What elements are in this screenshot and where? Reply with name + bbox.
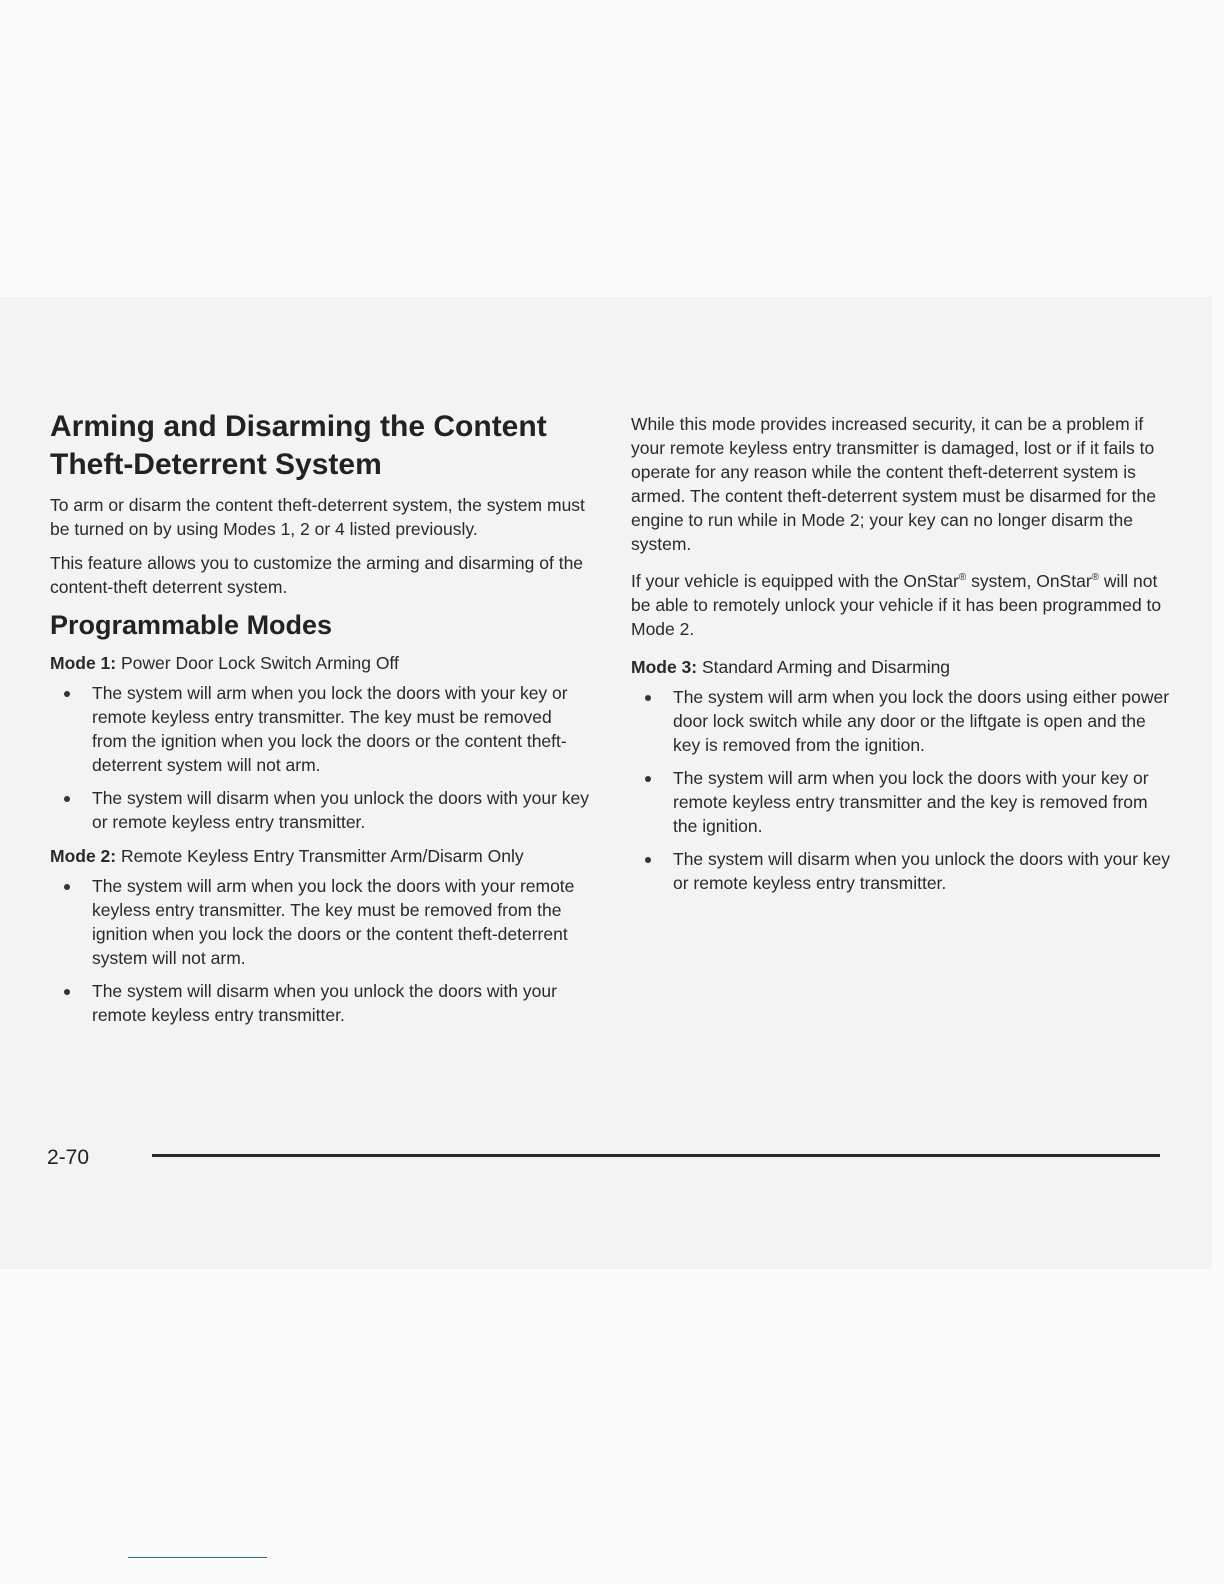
footer-rule (152, 1154, 1160, 1157)
mode-2-warning-paragraph: While this mode provides increased security, it can be a problem if your remote keyless entry transmitter is damaged, lost or if it fails to operate for any reason while the content theft-deterrent system is armed. The content theft-deterrent system must be disarmed for the engine to run while in Mode 2; your key can no longer disarm the system. (631, 414, 1156, 554)
mode-3-name: Standard Arming and Disarming (702, 656, 951, 677)
bottom-link-underline (128, 1557, 267, 1558)
list-item-text: The system will arm when you lock the doors with your remote keyless entry transmitter. The key must be removed from the ignition when you lock the doors or the content theft-deterrent system will not arm. (92, 876, 575, 968)
intro-paragraph-2: This feature allows you to customize the arming and disarming of the content-theft deterrent system. (50, 553, 584, 597)
registered-mark: ® (1091, 572, 1100, 583)
mode-2-label: Mode 2: (50, 846, 117, 866)
mode-2-heading (50, 844, 590, 868)
list-item (631, 847, 1176, 895)
list-item (50, 874, 590, 970)
bullet-icon (645, 776, 651, 782)
section-title: Arming and Disarming the Content Theft-Deterrent System (50, 410, 547, 481)
list-item-text: The system will arm when you lock the doors with your key or remote keyless entry transmitter. The key must be removed from the ignition when you lock the doors or the content theft-deterrent system will not arm. (92, 683, 568, 775)
intro-paragraph-1: To arm or disarm the content theft-deterrent system, the system must be turned on by using Modes 1, 2 or 4 listed previously. (50, 495, 585, 539)
bullet-icon (64, 989, 70, 995)
left-column (50, 408, 590, 1037)
mode-3-heading (631, 655, 1176, 679)
list-item (50, 681, 590, 777)
list-item-text: The system will arm when you lock the doors with your key or remote keyless entry transmitter and the key is removed from the ignition. (673, 767, 1149, 836)
mode-3-label: Mode 3: (631, 656, 698, 677)
mode-3-list (631, 685, 1176, 895)
bullet-icon (645, 857, 651, 863)
onstar-paragraph (631, 566, 1176, 641)
list-item (631, 766, 1176, 838)
list-item-text: The system will disarm when you unlock the doors with your key or remote keyless entry transmitter. (673, 848, 1171, 893)
page-number: 2-70 (47, 1146, 90, 1169)
registered-mark: ® (958, 572, 967, 583)
mode-2-list (50, 874, 590, 1027)
list-item (50, 786, 590, 834)
bullet-icon (64, 884, 70, 890)
onstar-text-b: system, OnStar (966, 570, 1092, 591)
list-item-text: The system will disarm when you unlock the doors with your key or remote keyless entry transmitter. (92, 788, 590, 832)
onstar-text-a: If your vehicle is equipped with the OnStar (631, 570, 959, 591)
list-item (631, 685, 1176, 757)
list-item-text: The system will arm when you lock the doors using either power door lock switch while any door or the liftgate is open and the key is removed from the ignition. (673, 686, 1170, 755)
mode-1-name: Power Door Lock Switch Arming Off (121, 653, 399, 673)
right-column (631, 412, 1176, 905)
bullet-icon (64, 796, 70, 802)
mode-1-heading (50, 651, 590, 675)
list-item-text: The system will disarm when you unlock the doors with your remote keyless entry transmitter. (92, 981, 557, 1025)
mode-1-list (50, 681, 590, 834)
onstar-text-c: will not be able to remotely unlock your vehicle if it has been programmed to Mode 2. (631, 570, 1162, 639)
mode-1-label: Mode 1: (50, 653, 117, 673)
bullet-icon (645, 695, 651, 701)
list-item (50, 979, 590, 1027)
mode-2-name: Remote Keyless Entry Transmitter Arm/Disarm Only (121, 846, 524, 866)
bullet-icon (64, 691, 70, 697)
programmable-modes-heading: Programmable Modes (50, 610, 333, 640)
